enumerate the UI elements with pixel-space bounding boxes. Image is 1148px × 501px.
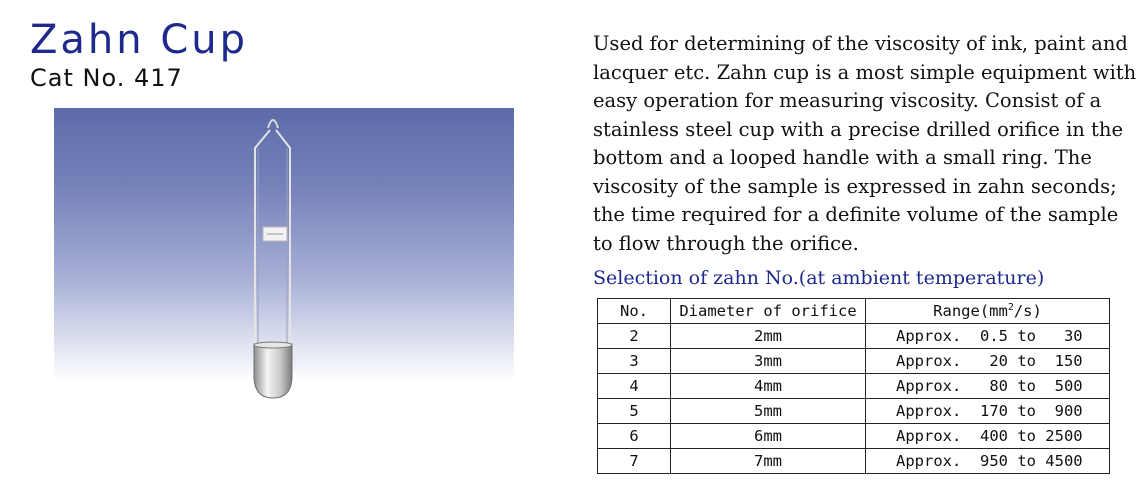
product-description: Used for determining of the viscosity of ink, paint and lacquer etc. Zahn cup is a most simple equipment with easy operation for measuring viscosity. Consist of a stainless steel cup with a precise drilled orifice in the bottom and a looped handle with a small ring. The viscosity of the sample is expressed in zahn seconds; the time required for a definite volume of the sample to flow through the orifice. [593, 32, 1137, 255]
cell-no: 2 [598, 324, 671, 349]
table-caption: Selection of zahn No.(at ambient temperature) [593, 267, 1045, 289]
cell-no: 7 [598, 449, 671, 474]
looped-handle [255, 130, 290, 356]
cell-range: Approx. 170 to 900 [866, 399, 1110, 424]
cell-diameter: 2mm [671, 324, 866, 349]
table-row [598, 449, 1110, 474]
cup-body [254, 344, 292, 398]
cell-diameter: 5mm [671, 399, 866, 424]
cell-range: Approx. 400 to 2500 [866, 424, 1110, 449]
header-diameter: Diameter of orifice [671, 299, 866, 324]
cell-diameter: 7mm [671, 449, 866, 474]
product-photo [54, 108, 514, 488]
cell-diameter: 3mm [671, 349, 866, 374]
table-header-row [598, 299, 1110, 324]
cell-diameter: 6mm [671, 424, 866, 449]
cell-range: Approx. 0.5 to 30 [866, 324, 1110, 349]
table-row [598, 424, 1110, 449]
cell-diameter: 4mm [671, 374, 866, 399]
cell-no: 3 [598, 349, 671, 374]
cell-no: 6 [598, 424, 671, 449]
cell-range: Approx. 80 to 500 [866, 374, 1110, 399]
catalog-number: Cat No. 417 [30, 64, 183, 92]
cell-range: Approx. 20 to 150 [866, 349, 1110, 374]
header-no: No. [598, 299, 671, 324]
cell-no: 5 [598, 399, 671, 424]
table-row [598, 374, 1110, 399]
table-row [598, 349, 1110, 374]
cell-range: Approx. 950 to 4500 [866, 449, 1110, 474]
zahn-cup-illustration [54, 108, 514, 488]
header-range: $Range(mm^2/s)$ [866, 299, 1110, 324]
hanging-ring [268, 120, 278, 128]
zahn-selection-table [597, 298, 1110, 474]
product-title: Zahn Cup [30, 17, 249, 63]
cell-no: 4 [598, 374, 671, 399]
table-row [598, 324, 1110, 349]
table-row [598, 399, 1110, 424]
